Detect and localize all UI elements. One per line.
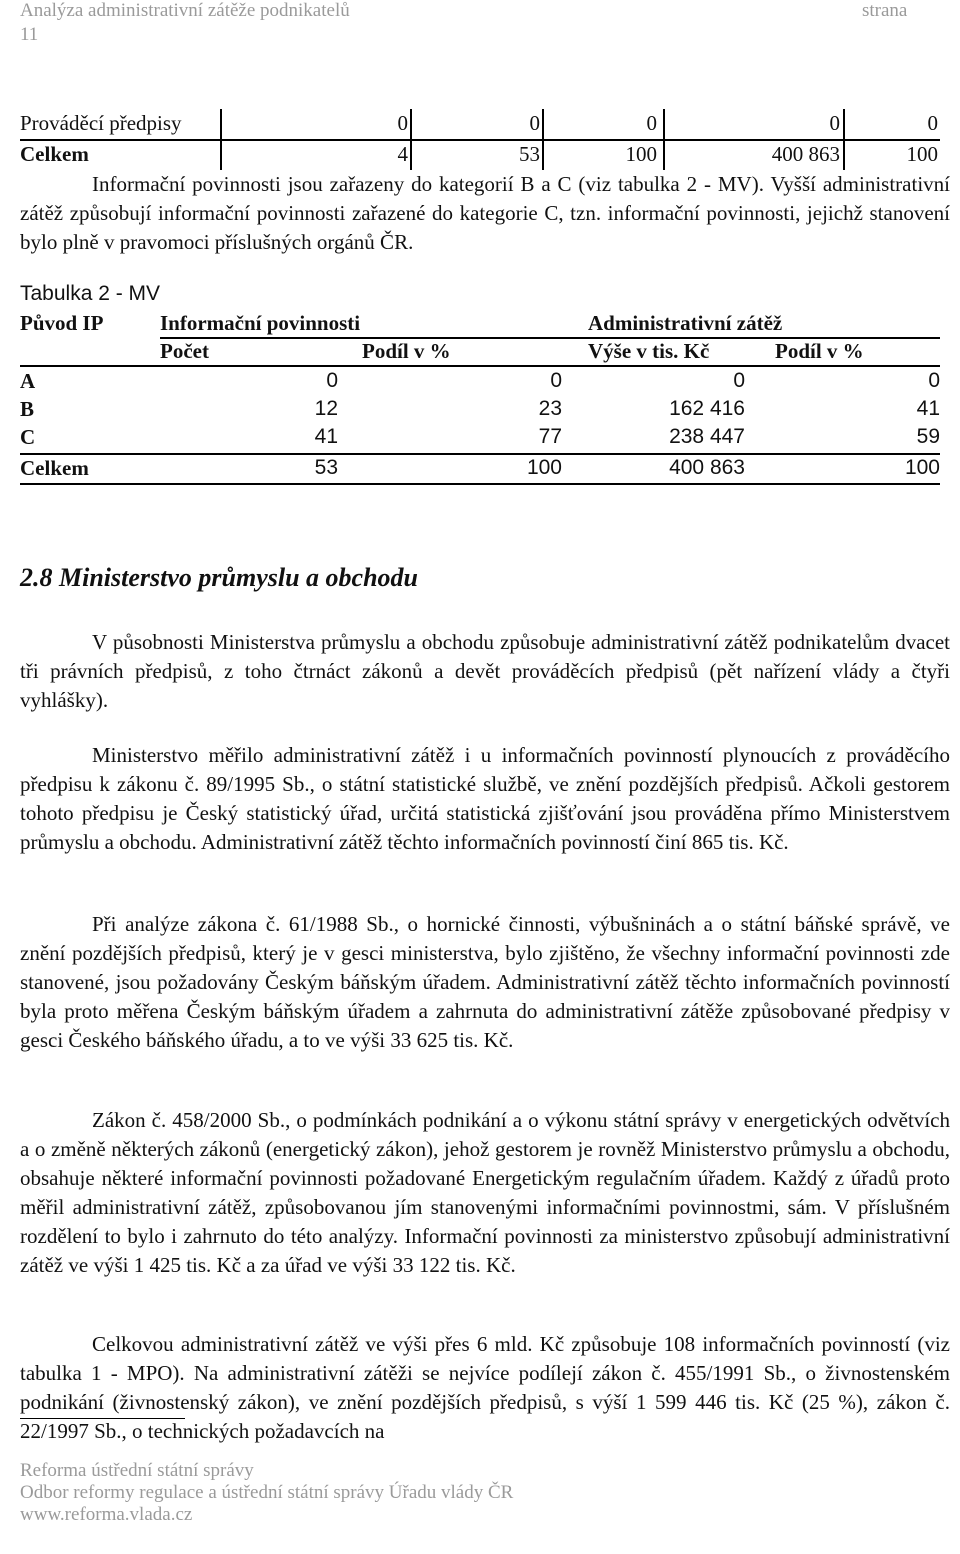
footer-divider (20, 1418, 185, 1419)
cell: 0 (829, 111, 840, 135)
paragraph: Zákon č. 458/2000 Sb., o podmínkách podnikání a o výkonu státní správy v energetických odvětvích a o změně některých zákonů (energetický zákon), jehož gestorem je rovněž Ministerstvo průmyslu a obchodu, obsahuje některé informační povinnosti požadované Energetickým regulačním úřadem. Každý z úřadů proto měřil administrativní zátěž, způsobovanou jím stanovenými informačními povinnostmi, sám. V příslušném rozdělení to bylo i zahrnuto do této analýzy. Informační povinnosti za ministerstvo způsobují administrativní zátěž ve výši 1 425 tis. Kč a za úřad ve výši 33 122 tis. Kč. (20, 1108, 950, 1277)
paragraph: Ministerstvo měřilo administrativní zátěž i u informačních povinností plynoucích z prováděcího předpisu k zákonu č. 89/1995 Sb., o státní statistické službě, ve znění pozdějších předpisů. Ačkoli gestorem tohoto předpisu je Český statistický úřad, určitá statistická zjišťování jsou prováděna přímo Ministerstvem průmyslu a obchodu. Administrativní zátěž těchto informačních povinností činí 865 tis. Kč. (20, 743, 950, 854)
cell: 0 (529, 111, 540, 135)
cell: 0 (928, 369, 940, 392)
cell: 100 (526, 456, 562, 479)
cell: 0 (646, 111, 657, 135)
cell: 238 447 (669, 425, 745, 448)
column-separator (542, 140, 544, 170)
cell: 59 (916, 425, 940, 448)
header-admin-burden: Administrativní zátěž (588, 311, 783, 335)
cell: 100 (906, 142, 938, 166)
row-label: A (20, 369, 36, 393)
cell: 53 (519, 142, 540, 166)
column-separator (663, 140, 665, 170)
cell: 0 (397, 111, 408, 135)
row-label: C (20, 425, 36, 449)
cell: 162 416 (669, 397, 745, 420)
cell: 41 (314, 425, 338, 448)
cell: 12 (314, 397, 338, 420)
footer-org: Reforma ústřední státní správy (20, 1460, 254, 1481)
table-row (20, 140, 940, 170)
page-number: 11 (20, 24, 39, 45)
column-separator (410, 140, 412, 170)
header-share: Podíl v % (362, 339, 451, 363)
column-separator (410, 109, 412, 139)
cell: 53 (314, 456, 338, 479)
cell: 100 (904, 456, 940, 479)
paragraph: Informační povinnosti jsou zařazeny do kategorií B a C (viz tabulka 2 - MV). Vyšší administrativní zátěž způsobují informační povinnosti zařazené do kategorie C, tzn. informační povinnosti, jejichž stanovení bylo plně v pravomoci příslušných orgánů ČR. (20, 172, 950, 254)
row-label: Celkem (20, 142, 89, 166)
footer-dept: Odbor reformy regulace a ústřední státní správy Úřadu vlády ČR (20, 1482, 514, 1503)
header-origin: Původ IP (20, 311, 104, 335)
table-divider (20, 453, 940, 455)
column-separator (843, 109, 845, 139)
cell: 41 (916, 397, 940, 420)
section-heading: 2.8 Ministerstvo průmyslu a obchodu (20, 563, 419, 592)
cell: 4 (397, 142, 408, 166)
column-separator (663, 109, 665, 139)
cell: 400 863 (771, 142, 840, 166)
footer-website: www.reforma.vlada.cz (20, 1504, 193, 1525)
row-label: Prováděcí předpisy (20, 111, 182, 135)
column-separator (542, 109, 544, 139)
column-separator (220, 140, 222, 170)
cell: 0 (550, 369, 562, 392)
document-title: Analýza administrativní zátěže podnikatelů (20, 0, 350, 21)
cell: 77 (538, 425, 562, 448)
paragraph: Celkovou administrativní zátěž ve výši přes 6 mld. Kč způsobuje 108 informačních povinností (viz tabulka 1 - MPO). Na administrativní zátěži se nejvíce podílejí zákon č. 455/1991 Sb., o živnostenském podnikání (živnostenský zákon), ve znění pozdějších předpisů, s výší 1 599 446 tis. Kč (25 %), zákon č. 22/1997 Sb., o technických požadavcích na (20, 1332, 950, 1443)
header-count: Počet (160, 339, 209, 363)
column-separator (220, 109, 222, 139)
column-separator (843, 140, 845, 170)
cell: 0 (733, 369, 745, 392)
row-label: Celkem (20, 456, 89, 480)
paragraph: Při analýze zákona č. 61/1988 Sb., o hornické činnosti, výbušninách a o státní báňské správě, ve znění pozdějších předpisů, který je v gesci ministerstva, bylo zjištěno, že všechny informační povinnosti zde stanovené, jsou požadovány Českým báňským úřadem. Administrativní zátěž těchto informačních povinností byla proto měřena Českým báňským úřadem a zahrnuta do administrativní zátěže způsobované předpisy v gesci Českého báňského úřadu, a to ve výši 33 625 tis. Kč. (20, 912, 950, 1052)
header-amount: Výše v tis. Kč (588, 339, 710, 363)
header-share: Podíl v % (775, 339, 864, 363)
header-info-obligations: Informační povinnosti (160, 311, 361, 335)
page-label: strana (862, 0, 908, 21)
cell: 400 863 (669, 456, 745, 479)
table-row (20, 109, 940, 139)
row-label: B (20, 397, 35, 421)
cell: 0 (927, 111, 938, 135)
paragraph: V působnosti Ministerstva průmyslu a obchodu způsobuje administrativní zátěž podnikatelům dvacet tři právních předpisů, z toho čtrnáct zákonů a devět prováděcích předpisů (pět nařízení vlády a čtyři vyhlášky). (20, 630, 950, 712)
cell: 0 (326, 369, 338, 392)
cell: 23 (538, 397, 562, 420)
cell: 100 (625, 142, 657, 166)
table-divider (20, 365, 940, 367)
table-divider (20, 483, 940, 485)
table-caption: Tabulka 2 - MV (20, 282, 161, 305)
